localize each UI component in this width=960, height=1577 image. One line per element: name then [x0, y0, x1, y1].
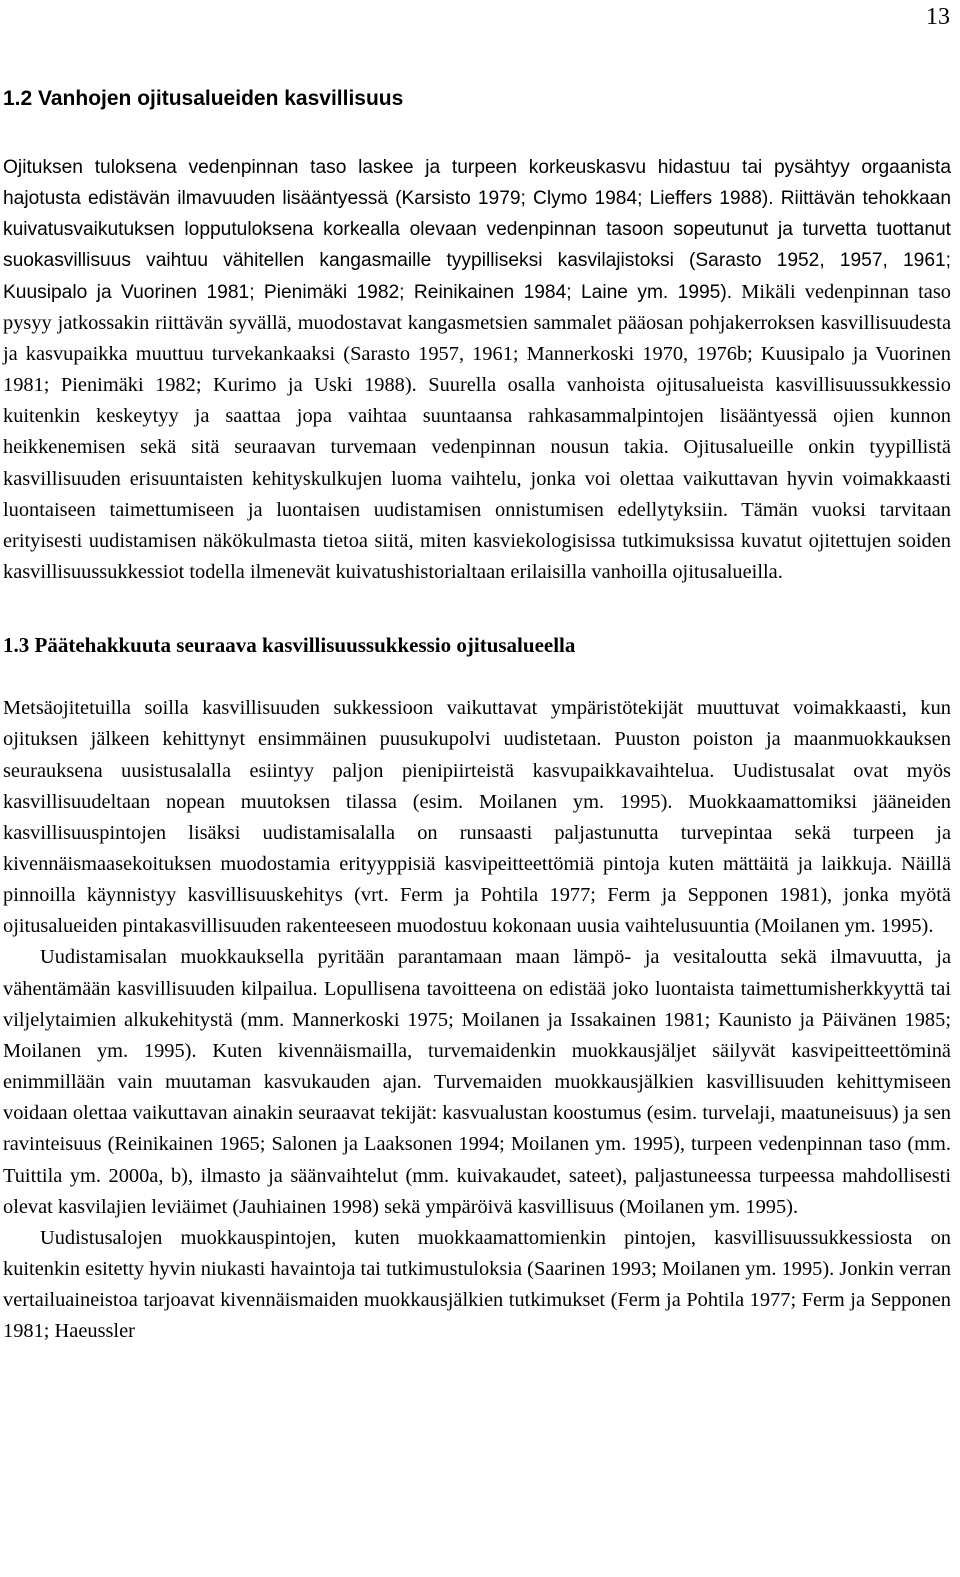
paragraph-uudistusalojen: Uudistusalojen muokkauspintojen, kuten muokkaamattomienkin pintojen, kasvillisuussukkessiosta on kuitenkin esitetty hyvin niukasti havaintoja tai tutkimustuloksia (Saarinen 1993; Moilanen ym. 1995). Jonkin verran vertailuaineistoa tarjoavat kivennäismaiden muokkausjälkien tutkimukset (Ferm ja Pohtila 1977; Ferm ja Sepponen 1981; Haeussler [3, 1226, 951, 1343]
section-heading-1-2: 1.2 Vanhojen ojitusalueiden kasvillisuus [3, 87, 404, 110]
page-number: 13 [926, 4, 950, 30]
section-1-2 [3, 84, 951, 588]
paragraph-vanhojen-ojitusalueiden [3, 152, 951, 588]
paragraph-uudistamisalan: Uudistamisalan muokkauksella pyritään parantamaan maan lämpö- ja vesitaloutta sekä ilmavuutta, ja vähentämään kasvillisuuden kilpailua. Lopullisena tavoitteena on edistää joko luontaista taimettumisherkkyyttä tai viljelytaimien alkukehitystä (mm. Mannerkoski 1975; Moilanen ja Issakainen 1981; Kaunisto ja Päivänen 1985; Moilanen ym. 1995). Kuten kivennäismailla, turvemaidenkin muokkausjäljet säilyvät kasvipeitteettöminä enimmillään vain muutaman kasvukauden ajan. Turvemaiden muokkausjälkien kasvillisuuden kehittymiseen voidaan olettaa vaikuttavan ainakin seuraavat tekijät: kasvualustan koostumus (esim. turvelaji, maatuneisuus) ja sen ravinteisuus (Reinikainen 1965; Salonen ja Laaksonen 1994; Moilanen ym. 1995), turpeen vedenpinnan taso (mm. Tuittila ym. 2000a, b), ilmasto ja säänvaihtelut (mm. kuivakaudet, sateet), paljastuneessa turpeessa mahdollisesti olevat kasvilajien leviäimet (Jauhiainen 1998) sekä ympäröivä kasvillisuus (Moilanen ym. 1995). [3, 946, 951, 1218]
paragraph-metsaojitetuilla: Metsäojitetuilla soilla kasvillisuuden sukkessioon vaikuttavat ympäristötekijät muuttuvat voimakkaasti, kun ojituksen jälkeen kehittynyt ensimmäinen puusukupolvi uudistetaan. Puuston poiston ja maanmuokkauksen seurauksena uusistusalalla esiintyy paljon pienipiirteistä kasvupaikkavaihtelua. Uudistusalat ovat myös kasvillisuudeltaan nopean muutoksen tilassa (esim. Moilanen ym. 1995). Muokkaamattomiksi jääneiden kasvillisuuspintojen lisäksi uudistamisalalla on runsaasti paljastunutta turvepintaa sekä turpeen ja kivennäismaasekoituksen muodostamia erityyppisiä kasvipeitteettömiä pintoja kuten mättäitä ja laikkuja. Näillä pinnoilla käynnistyy kasvillisuuskehitys (vrt. Ferm ja Pohtila 1977; Ferm ja Sepponen 1981), jonka myötä ojitusalueiden pintakasvillisuuden rakenteeseen muodostuu kokonaan uusia vaihtelusuuntia (Moilanen ym. 1995). [3, 697, 951, 938]
paragraph-sans-part: Ojituksen tuloksena vedenpinnan taso laskee ja turpeen korkeuskasvu hidastuu tai pysähtyy orgaanista hajotusta edistävän ilmavuuden lisääntyessä (Karsisto 1979; Clymo 1984; Lieffers 1988). Riittävän tehokkaan kuivatusvaikutuksen lopputuloksena korkealla olevaan vedenpinnan tasoon sopeutunut ja turvetta tuottanut suokasvillisuus vaihtuu vähitellen kangasmaille tyypilliseksi kasvilajistoksi (Sarasto 1952, 1957, 1961; Kuusipalo ja Vuorinen 1981; Pienimäki 1982; Reinikainen 1984; Laine ym. 1995). [3, 157, 951, 303]
section-heading-1-3: 1.3 Päätehakkuuta seuraava kasvillisuussukkessio ojitusalueella [3, 633, 576, 658]
page-body [3, 84, 951, 1347]
paragraph-serif-part: Mikäli vedenpinnan taso pysyy jatkossakin riittävän syvällä, muodostavat kangasmetsien sammalet pääosan pohjakerroksen kasvillisuudesta ja kasvupaikka muuttuu turvekankaaksi (Sarasto 1957, 1961; Mannerkoski 1970, 1976b; Kuusipalo ja Vuorinen 1981; Pienimäki 1982; Kurimo ja Uski 1988). Suurella osalla vanhoista ojitusalueista kasvillisuussukkessio kuitenkin keskeytyy ja saattaa jopa vaihtaa suuntaansa rahkasammalpintojen lisääntyessä ojien kunnon heikkenemisen sekä sitä seuraavan turvemaan vedenpinnan nousun takia. Ojitusalueille onkin tyypillistä kasvillisuuden erisuuntaisten kehityskulkujen luoma vaihtelu, jonka voi olettaa vaikuttavan hyvin voimakkaasti luontaiseen taimettumiseen ja luontaisen uudistamisen onnistumisen edellytyksiin. Tämän vuoksi tarvitaan erityisesti uudistamisen näkökulmasta tietoa siitä, miten kasviekologisissa tutkimuksissa kuvatut ojitettujen soiden kasvillisuussukkessiot todella ilmenevät kuivatushistorialtaan erilaisilla vanhoilla ojitusalueilla. [3, 280, 951, 584]
section-1-3 [3, 630, 951, 1347]
